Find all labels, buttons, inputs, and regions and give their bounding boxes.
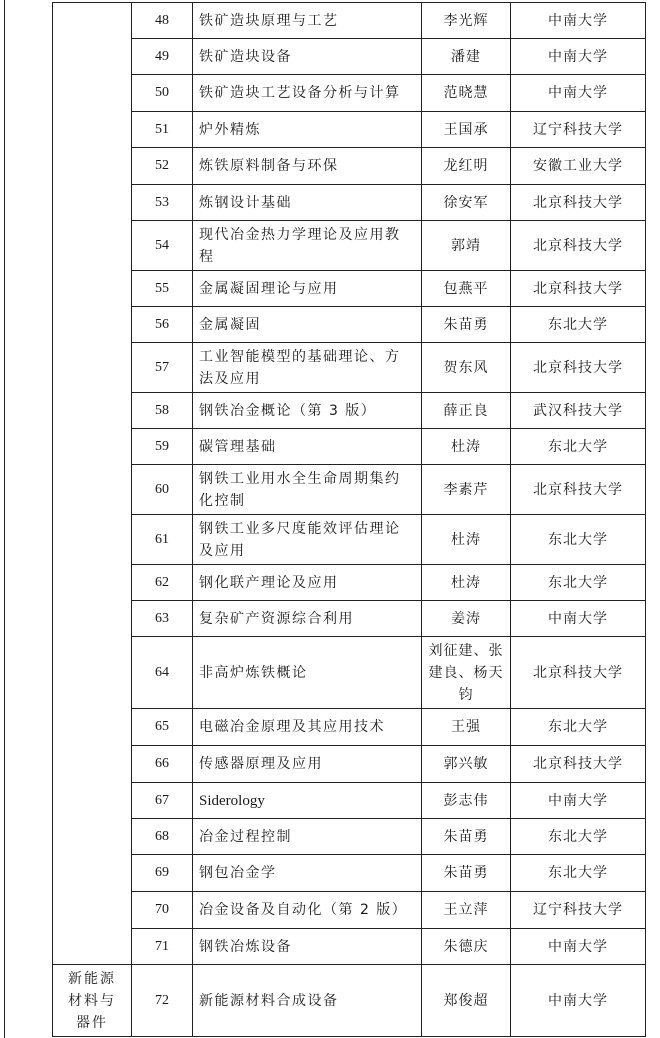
book-title: 冶金过程控制 [193, 819, 422, 855]
table-row [53, 892, 646, 929]
book-title: 非高炉炼铁概论 [193, 637, 422, 709]
author: 王强 [422, 709, 511, 746]
row-number: 53 [132, 185, 193, 221]
book-title: 新能源材料合成设备 [193, 965, 422, 1037]
author: 朱苗勇 [422, 855, 511, 892]
university: 北京科技大学 [511, 465, 646, 515]
author: 王立萍 [422, 892, 511, 929]
book-title: 金属凝固 [193, 307, 422, 343]
table-row [53, 465, 646, 515]
author: 杜涛 [422, 565, 511, 601]
row-number: 48 [132, 3, 193, 39]
book-title: 铁矿造块原理与工艺 [193, 3, 422, 39]
book-title: 钢铁冶金概论（第 3 版） [193, 393, 422, 429]
table-row [53, 515, 646, 565]
table-row [53, 185, 646, 221]
table-row [53, 39, 646, 75]
row-number: 51 [132, 112, 193, 148]
author: 朱苗勇 [422, 819, 511, 855]
table-row [53, 819, 646, 855]
author: 王国承 [422, 112, 511, 148]
table-row [53, 343, 646, 393]
row-number: 72 [132, 965, 193, 1037]
book-title: 钢包冶金学 [193, 855, 422, 892]
table-row [53, 148, 646, 185]
category-cell [53, 3, 132, 965]
university: 东北大学 [511, 709, 646, 746]
author: 李素芹 [422, 465, 511, 515]
row-number: 68 [132, 819, 193, 855]
textbook-table [52, 2, 646, 1037]
book-title: 钢铁冶炼设备 [193, 929, 422, 965]
university: 东北大学 [511, 819, 646, 855]
row-number: 58 [132, 393, 193, 429]
row-number: 50 [132, 75, 193, 112]
row-number: 62 [132, 565, 193, 601]
row-number: 67 [132, 783, 193, 819]
book-title: 传感器原理及应用 [193, 746, 422, 783]
table-row [53, 855, 646, 892]
table-row [53, 75, 646, 112]
table-row [53, 965, 646, 1037]
author: 彭志伟 [422, 783, 511, 819]
author: 朱苗勇 [422, 307, 511, 343]
row-number: 64 [132, 637, 193, 709]
row-number: 59 [132, 429, 193, 465]
author: 薛正良 [422, 393, 511, 429]
book-title: 炼钢设计基础 [193, 185, 422, 221]
table-row [53, 637, 646, 709]
book-title: 工业智能模型的基础理论、方法及应用 [193, 343, 422, 393]
book-title: 金属凝固理论与应用 [193, 271, 422, 307]
author: 李光辉 [422, 3, 511, 39]
table-row [53, 783, 646, 819]
university: 东北大学 [511, 565, 646, 601]
table-row [53, 221, 646, 271]
university: 安徽工业大学 [511, 148, 646, 185]
author: 姜涛 [422, 601, 511, 637]
table-row [53, 271, 646, 307]
table-row [53, 307, 646, 343]
university: 北京科技大学 [511, 637, 646, 709]
table-row [53, 112, 646, 148]
university: 中南大学 [511, 3, 646, 39]
row-number: 57 [132, 343, 193, 393]
university: 武汉科技大学 [511, 393, 646, 429]
author: 包燕平 [422, 271, 511, 307]
author: 朱德庆 [422, 929, 511, 965]
category-cell [53, 965, 132, 1037]
book-title: 现代冶金热力学理论及应用教程 [193, 221, 422, 271]
university: 北京科技大学 [511, 746, 646, 783]
university: 中南大学 [511, 783, 646, 819]
row-number: 49 [132, 39, 193, 75]
author: 徐安军 [422, 185, 511, 221]
category-label: 新能源材料与器件 [68, 970, 116, 1031]
university: 中南大学 [511, 75, 646, 112]
table-row [53, 3, 646, 39]
book-title: Siderology [193, 783, 422, 819]
author: 郭靖 [422, 221, 511, 271]
university: 中南大学 [511, 929, 646, 965]
university: 辽宁科技大学 [511, 892, 646, 929]
university: 东北大学 [511, 515, 646, 565]
table-row [53, 746, 646, 783]
table-row [53, 709, 646, 746]
university: 北京科技大学 [511, 343, 646, 393]
author: 杜涛 [422, 429, 511, 465]
row-number: 66 [132, 746, 193, 783]
book-title: 碳管理基础 [193, 429, 422, 465]
university: 东北大学 [511, 429, 646, 465]
table-row [53, 429, 646, 465]
university: 中南大学 [511, 39, 646, 75]
outer-border-line [4, 0, 5, 1038]
author: 刘征建、张建良、杨天钧 [422, 637, 511, 709]
book-title: 复杂矿产资源综合利用 [193, 601, 422, 637]
row-number: 52 [132, 148, 193, 185]
book-title: 冶金设备及自动化（第 2 版） [193, 892, 422, 929]
author: 杜涛 [422, 515, 511, 565]
author: 龙红明 [422, 148, 511, 185]
table-row [53, 929, 646, 965]
book-title: 电磁冶金原理及其应用技术 [193, 709, 422, 746]
row-number: 63 [132, 601, 193, 637]
book-title: 铁矿造块工艺设备分析与计算 [193, 75, 422, 112]
book-title: 钢铁工业多尺度能效评估理论及应用 [193, 515, 422, 565]
row-number: 69 [132, 855, 193, 892]
author: 范晓慧 [422, 75, 511, 112]
book-title: 铁矿造块设备 [193, 39, 422, 75]
row-number: 54 [132, 221, 193, 271]
author: 贺东风 [422, 343, 511, 393]
university: 中南大学 [511, 601, 646, 637]
university: 东北大学 [511, 855, 646, 892]
book-title: 钢化联产理论及应用 [193, 565, 422, 601]
author: 潘建 [422, 39, 511, 75]
university: 北京科技大学 [511, 221, 646, 271]
book-title: 炼铁原料制备与环保 [193, 148, 422, 185]
university: 东北大学 [511, 307, 646, 343]
university: 北京科技大学 [511, 271, 646, 307]
university: 中南大学 [511, 965, 646, 1037]
table-row [53, 393, 646, 429]
table-row [53, 601, 646, 637]
row-number: 70 [132, 892, 193, 929]
book-title: 钢铁工业用水全生命周期集约化控制 [193, 465, 422, 515]
row-number: 61 [132, 515, 193, 565]
row-number: 65 [132, 709, 193, 746]
university: 辽宁科技大学 [511, 112, 646, 148]
row-number: 56 [132, 307, 193, 343]
book-title: 炉外精炼 [193, 112, 422, 148]
row-number: 71 [132, 929, 193, 965]
table-row [53, 565, 646, 601]
university: 北京科技大学 [511, 185, 646, 221]
author: 郑俊超 [422, 965, 511, 1037]
author: 郭兴敏 [422, 746, 511, 783]
row-number: 55 [132, 271, 193, 307]
row-number: 60 [132, 465, 193, 515]
